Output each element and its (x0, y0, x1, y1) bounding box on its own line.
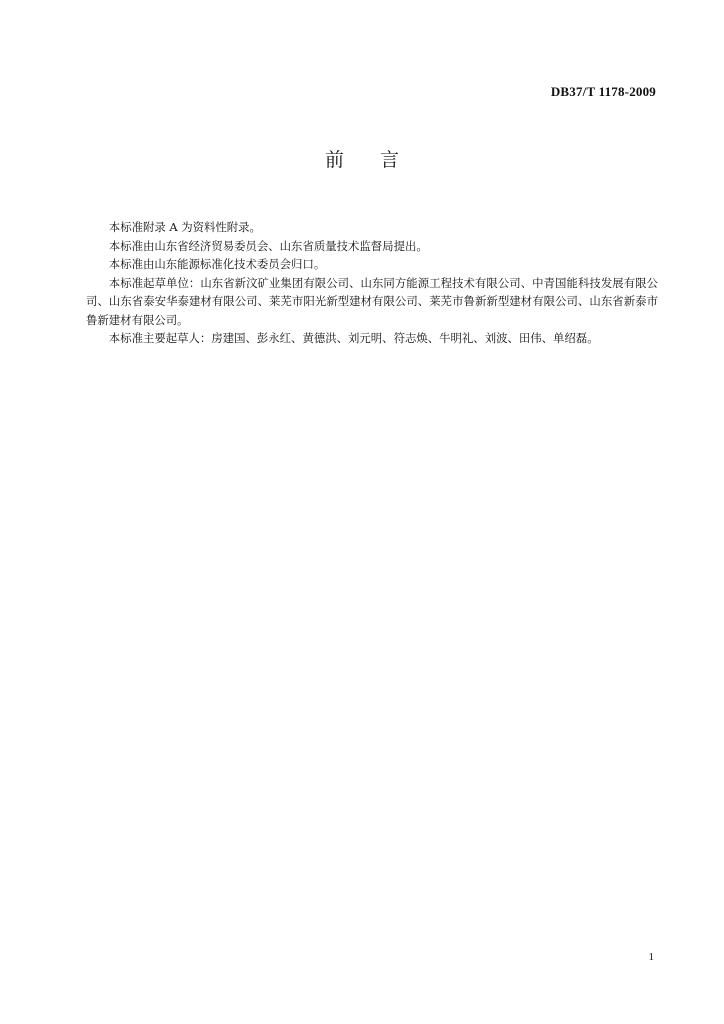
page-number: 1 (648, 951, 654, 963)
paragraph-appendix-note: 本标准附录 A 为资料性附录。 (108, 220, 261, 234)
paragraph-drafting-units: 本标准起草单位：山东省新汶矿业集团有限公司、山东同方能源工程技术有限公司、中青国能科技发展有限公司、山东省泰安华泰建材有限公司、莱芜市阳光新型建材有限公司、莱芜市鲁新新型建材有限公司、山东省新泰市鲁新建材有限公司。 (86, 275, 658, 327)
paragraph-proposer: 本标准由山东省经济贸易委员会、山东省质量技术监督局提出。 (108, 238, 428, 253)
preface-body (86, 218, 658, 348)
document-code: DB37/T 1178-2009 (550, 84, 656, 99)
paragraph-centralized-by: 本标准由山东能源标准化技术委员会归口。 (108, 257, 326, 271)
paragraph-drafters: 本标准主要起草人：房建国、彭永红、黄德洪、刘元明、符志焕、牛明礼、刘波、田伟、单绍磊。 (108, 331, 599, 345)
preface-title: 前言 (324, 149, 435, 171)
